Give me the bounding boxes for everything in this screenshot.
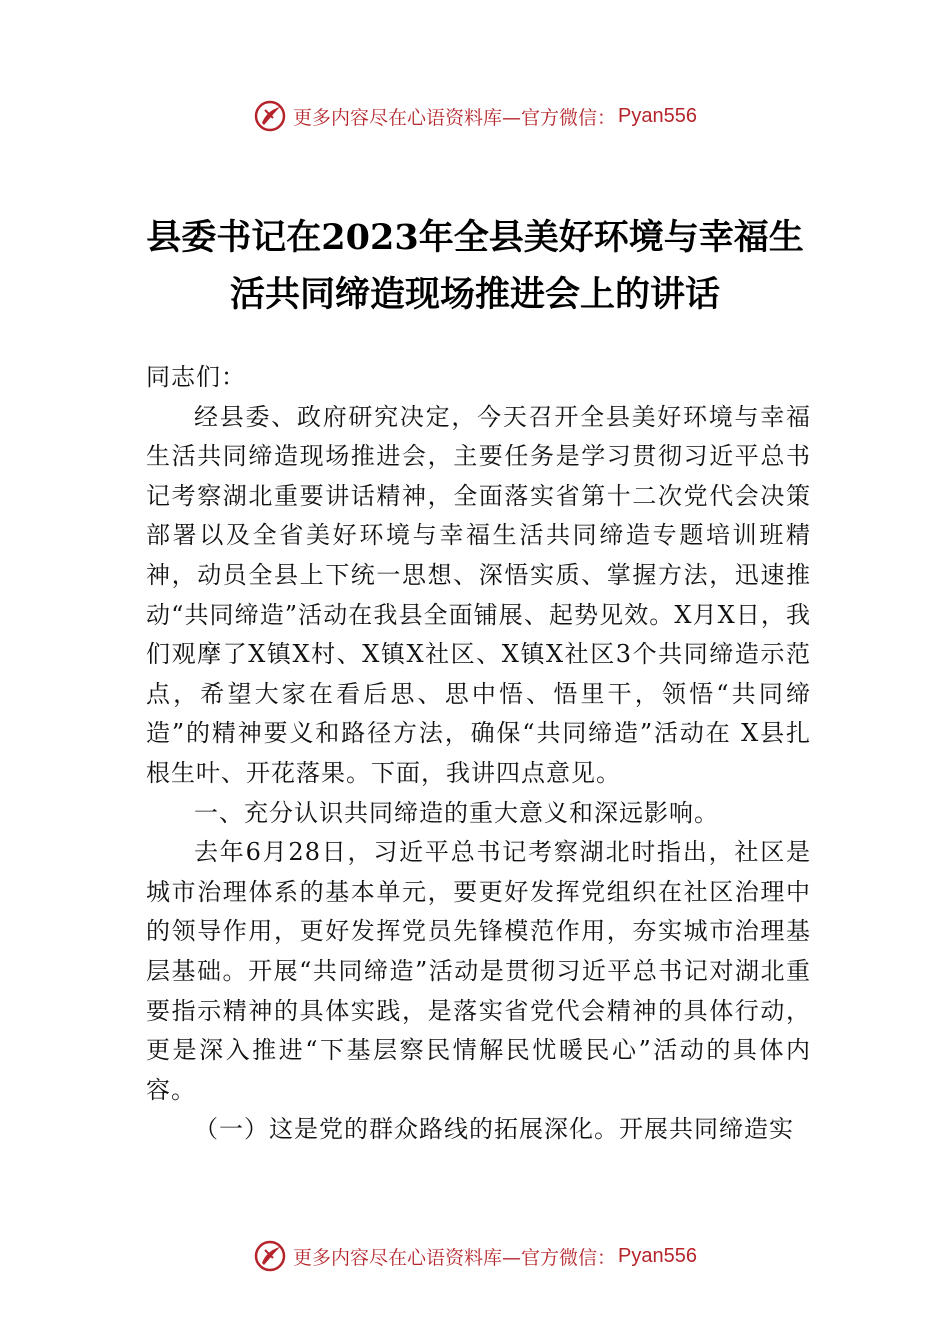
banner-text: 更多内容尽在心语资料库—官方微信： — [293, 1246, 617, 1269]
document-title: 县委书记在2023年全县美好环境与幸福生活共同缔造现场推进会上的讲话 — [146, 217, 804, 316]
document-body — [146, 358, 811, 1150]
library-logo-icon — [253, 99, 287, 133]
paragraph: 去年6月28日，习近平总书记考察湖北时指出，社区是城市治理体系的基本单元，要更好发挥党组织在社区治理中的领导作用，更好发挥党员先锋模范作用，夯实城市治理基层基础。开展“共同缔造”活动是贯彻习近平总书记对湖北重要指示精神的具体实践，是落实省党代会精神的具体行动，更是深入推进“下基层察民情解民忧暖民心”活动的具体内容。 — [146, 838, 811, 1104]
salutation: 同志们： — [146, 363, 246, 391]
footer-banner — [0, 1236, 950, 1276]
banner-text: 更多内容尽在心语资料库—官方微信： — [293, 106, 617, 129]
paragraph: 经县委、政府研究决定，今天召开全县美好环境与幸福生活共同缔造现场推进会，主要任务是学习贯彻习近平总书记考察湖北重要讲话精神，全面落实省第十二次党代会决策部署以及全省美好环境与幸福生活共同缔造专题培训班精神，动员全县上下统一思想、深悟实质、掌握方法，迅速推动“共同缔造”活动在我县全面铺展、起势见效。X月X日，我们观摩了X镇X村、X镇X社区、X镇X社区3个共同缔造示范点，希望大家在看后思、思中悟、悟里干，领悟“共同缔造”的精神要义和路径方法，确保“共同缔造”活动在 X县扎根生叶、开花落果。下面，我讲四点意见。 — [146, 402, 811, 787]
section-heading: 一、充分认识共同缔造的重大意义和深远影响。 — [194, 798, 719, 827]
subsection-heading: （一）这是党的群众路线的拓展深化。开展共同缔造实 — [194, 1115, 794, 1144]
wechat-id: Pyan556 — [618, 104, 697, 127]
wechat-id: Pyan556 — [618, 1244, 697, 1267]
header-banner — [0, 96, 950, 136]
library-logo-icon — [253, 1239, 287, 1273]
